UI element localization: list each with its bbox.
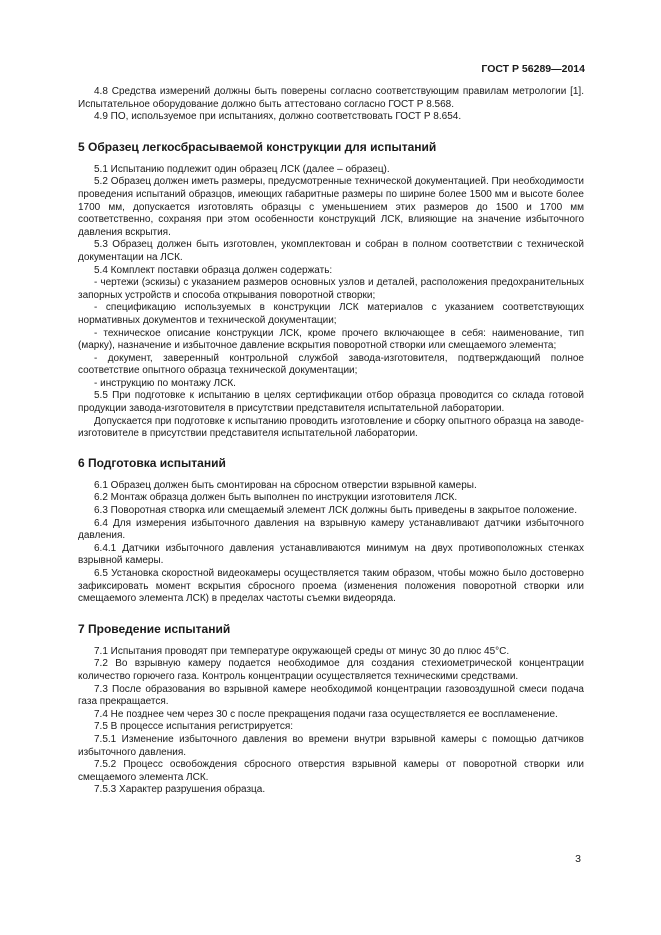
paragraph-6-3: 6.3 Поворотная створка или смещаемый элемент ЛСК должны быть приведены в закрытое положение. — [94, 505, 578, 517]
document-header: ГОСТ Р 56289—2014 — [481, 63, 585, 75]
paragraph-7-1: 7.1 Испытания проводят при температуре окружающей среды от минус 30 до плюс 45°С. — [94, 645, 510, 657]
paragraph-6-4: 6.4 Для измерения избыточного давления на взрывную камеру устанавливают датчики избыточного давления. — [78, 517, 584, 542]
section-7-heading: 7 Проведение испытаний — [78, 621, 231, 636]
paragraph-7-5-3: 7.5.3 Характер разрушения образца. — [94, 784, 266, 796]
paragraph-7-4: 7.4 Не позднее чем через 30 с после прекращения подачи газа осуществляется ее воспламенение. — [94, 708, 558, 720]
list-item-description: - техническое описание конструкции ЛСК, кроме прочего включающее в себя: наименование, тип (марку), назначение и избыточное давление вскрытия поворотной створки или смещаемого элемента; — [78, 327, 584, 352]
section-5-heading: 5 Образец легкосбрасываемой конструкции для испытаний — [78, 139, 437, 154]
paragraph-7-5-1: 7.5.1 Изменение избыточного давления во времени внутри взрывной камеры с помощью датчиков избыточного давления. — [78, 733, 584, 758]
paragraph-5-5: 5.5 При подготовке к испытанию в целях сертификации отбор образца проводится со склада готовой продукции завода-изготовителя в присутствии представителя испытательной лаборатории. — [78, 390, 584, 415]
paragraph-5-2: 5.2 Образец должен иметь размеры, предусмотренные технической документацией. При необходимости проведения испытаний образцов, имеющих габаритные размеры по ширине более 1500 мм и высоте более 1700 мм, допускается изготовлять образцы с уменьшением этих размеров до 1500 и 1700 мм соответственно, сохраняя при этом особенности конструкций ЛСК, влияющие на значение избыточного давления вскрытия. — [78, 176, 584, 238]
paragraph-4-8: 4.8 Средства измерений должны быть поверены согласно соответствующим правилам метрологии [1]. Испытательное оборудование должно быть аттестовано согласно ГОСТ Р 8.568. — [78, 86, 584, 110]
list-item-specification: - спецификацию используемых в конструкции ЛСК материалов с указанием соответствующих нормативных документов и технической документации; — [78, 302, 584, 326]
paragraph-5-1: 5.1 Испытанию подлежит один образец ЛСК (далее – образец). — [94, 163, 390, 175]
section-6-heading: 6 Подготовка испытаний — [78, 455, 226, 470]
paragraph-4-9: 4.9 ПО, используемое при испытаниях, должно соответствовать ГОСТ Р 8.654. — [94, 111, 462, 123]
paragraph-6-2: 6.2 Монтаж образца должен быть выполнен по инструкции изготовителя ЛСК. — [94, 492, 458, 504]
paragraph-5-5-note: Допускается при подготовке к испытанию проводить изготовление и сборку опытного образца на заводе-изготовителе в присутствии представителя испытательной лаборатории. — [78, 415, 584, 440]
list-item-installation-guide: - инструкцию по монтажу ЛСК. — [94, 377, 236, 389]
paragraph-6-4-1: 6.4.1 Датчики избыточного давления устанавливаются минимум на двух противоположных стенках взрывной камеры. — [78, 542, 584, 567]
page-content — [78, 86, 584, 797]
paragraph-6-1: 6.1 Образец должен быть смонтирован на сбросном отверстии взрывной камеры. — [94, 479, 477, 491]
list-item-drawings: - чертежи (эскизы) с указанием размеров основных узлов и деталей, расположения предохранительных запорных устройств и способа открывания поворотной створки; — [78, 277, 584, 301]
paragraph-7-2: 7.2 Во взрывную камеру подается необходимое для создания стехиометрической концентрации количество горючего газа. Контроль концентрации осуществляется техническими средствами. — [78, 658, 584, 682]
paragraph-7-3: 7.3 После образования во взрывной камере необходимой концентрации газовоздушной смеси подача газа прекращается. — [78, 683, 584, 708]
page-number: 3 — [575, 853, 581, 865]
list-item-certified-document: - документ, заверенный контрольной службой завода-изготовителя, подтверждающий полное соответствие опытного образца технической документации; — [78, 352, 584, 377]
paragraph-7-5: 7.5 В процессе испытания регистрируется: — [94, 721, 294, 733]
paragraph-6-5: 6.5 Установка скоростной видеокамеры осуществляется таким образом, чтобы можно было достоверно зафиксировать момент вскрытия сбросного проема (изменения положения поворотной створки или смещаемого элемента ЛСК) в пределах частоты съемки видеоряда. — [78, 568, 584, 605]
paragraph-5-4: 5.4 Комплект поставки образца должен содержать: — [94, 264, 333, 276]
paragraph-5-3: 5.3 Образец должен быть изготовлен, укомплектован и собран в полном соответствии с технической документации на ЛСК. — [78, 239, 584, 263]
paragraph-7-5-2: 7.5.2 Процесс освобождения сбросного отверстия взрывной камеры от поворотной створки или смещаемого элемента ЛСК. — [78, 759, 584, 783]
